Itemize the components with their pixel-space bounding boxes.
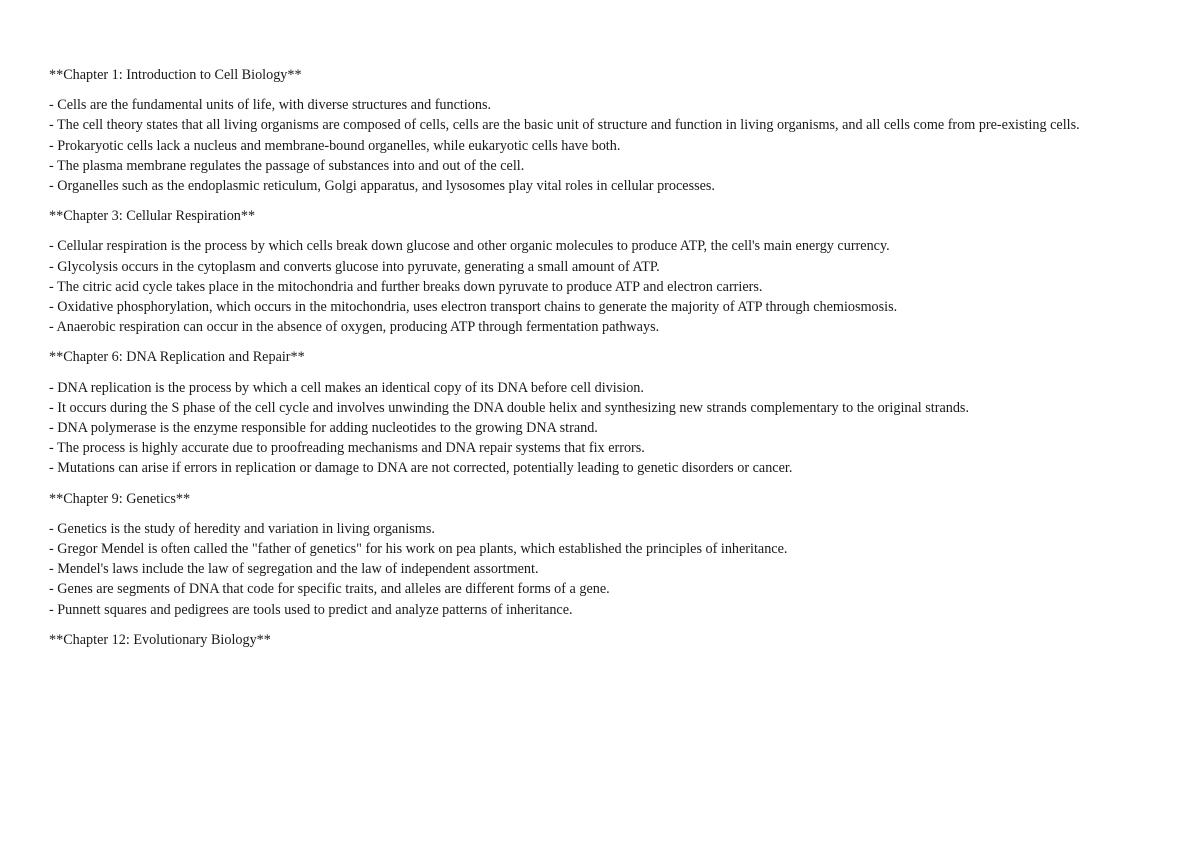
chapter-title: **Chapter 12: Evolutionary Biology** [49, 631, 271, 648]
bullet-item: - The citric acid cycle takes place in the mitochondria and further breaks down pyruvate to produce ATP and electron carriers. [49, 278, 763, 295]
bullet-item: - Anaerobic respiration can occur in the absence of oxygen, producing ATP through fermentation pathways. [49, 319, 660, 336]
bullet-item: - Oxidative phosphorylation, which occurs in the mitochondria, uses electron transport chains to generate the majority of ATP through chemiosmosis. [49, 299, 898, 316]
bullet-item: - Cells are the fundamental units of life, with diverse structures and functions. [49, 97, 492, 114]
document-page [49, 65, 1149, 660]
bullet-item: - Mendel's laws include the law of segregation and the law of independent assortment. [49, 561, 539, 578]
bullet-item: - DNA polymerase is the enzyme responsible for adding nucleotides to the growing DNA strand. [49, 420, 598, 437]
bullet-item: - Genes are segments of DNA that code for specific traits, and alleles are different forms of a gene. [49, 581, 610, 598]
bullet-item: - Gregor Mendel is often called the "father of genetics" for his work on pea plants, which established the principles of inheritance. [49, 541, 788, 558]
chapter-section [49, 65, 1149, 196]
bullet-item: - It occurs during the S phase of the cell cycle and involves unwinding the DNA double helix and synthesizing new strands complementary to the original strands. [49, 399, 970, 416]
bullet-item: - Organelles such as the endoplasmic reticulum, Golgi apparatus, and lysosomes play vital roles in cellular processes. [49, 178, 715, 195]
chapter-title: **Chapter 3: Cellular Respiration** [49, 208, 256, 225]
bullet-item: - Cellular respiration is the process by which cells break down glucose and other organic molecules to produce ATP, the cell's main energy currency. [49, 238, 890, 255]
bullet-item: - Glycolysis occurs in the cytoplasm and converts glucose into pyruvate, generating a small amount of ATP. [49, 258, 660, 275]
chapter-title: **Chapter 6: DNA Replication and Repair** [49, 349, 305, 366]
chapter-title: **Chapter 1: Introduction to Cell Biology** [49, 67, 302, 83]
chapter-section [49, 347, 1149, 478]
bullet-item: - The plasma membrane regulates the passage of substances into and out of the cell. [49, 157, 525, 174]
bullet-item: - Prokaryotic cells lack a nucleus and membrane-bound organelles, while eukaryotic cells have both. [49, 137, 621, 154]
bullet-item: - DNA replication is the process by which a cell makes an identical copy of its DNA before cell division. [49, 379, 644, 396]
chapter-section [49, 630, 1149, 650]
bullet-item: - The cell theory states that all living organisms are composed of cells, cells are the basic unit of structure and function in living organisms, and all cells come from pre-existing cells. [49, 117, 1080, 134]
chapter-section [49, 489, 1149, 620]
chapter-section [49, 206, 1149, 337]
bullet-item: - Mutations can arise if errors in replication or damage to DNA are not corrected, potentially leading to genetic disorders or cancer. [49, 460, 793, 477]
bullet-item: - Punnett squares and pedigrees are tools used to predict and analyze patterns of inheritance. [49, 601, 573, 618]
chapter-title: **Chapter 9: Genetics** [49, 490, 191, 507]
bullet-item: - Genetics is the study of heredity and variation in living organisms. [49, 520, 435, 537]
bullet-item: - The process is highly accurate due to proofreading mechanisms and DNA repair systems that fix errors. [49, 440, 645, 457]
